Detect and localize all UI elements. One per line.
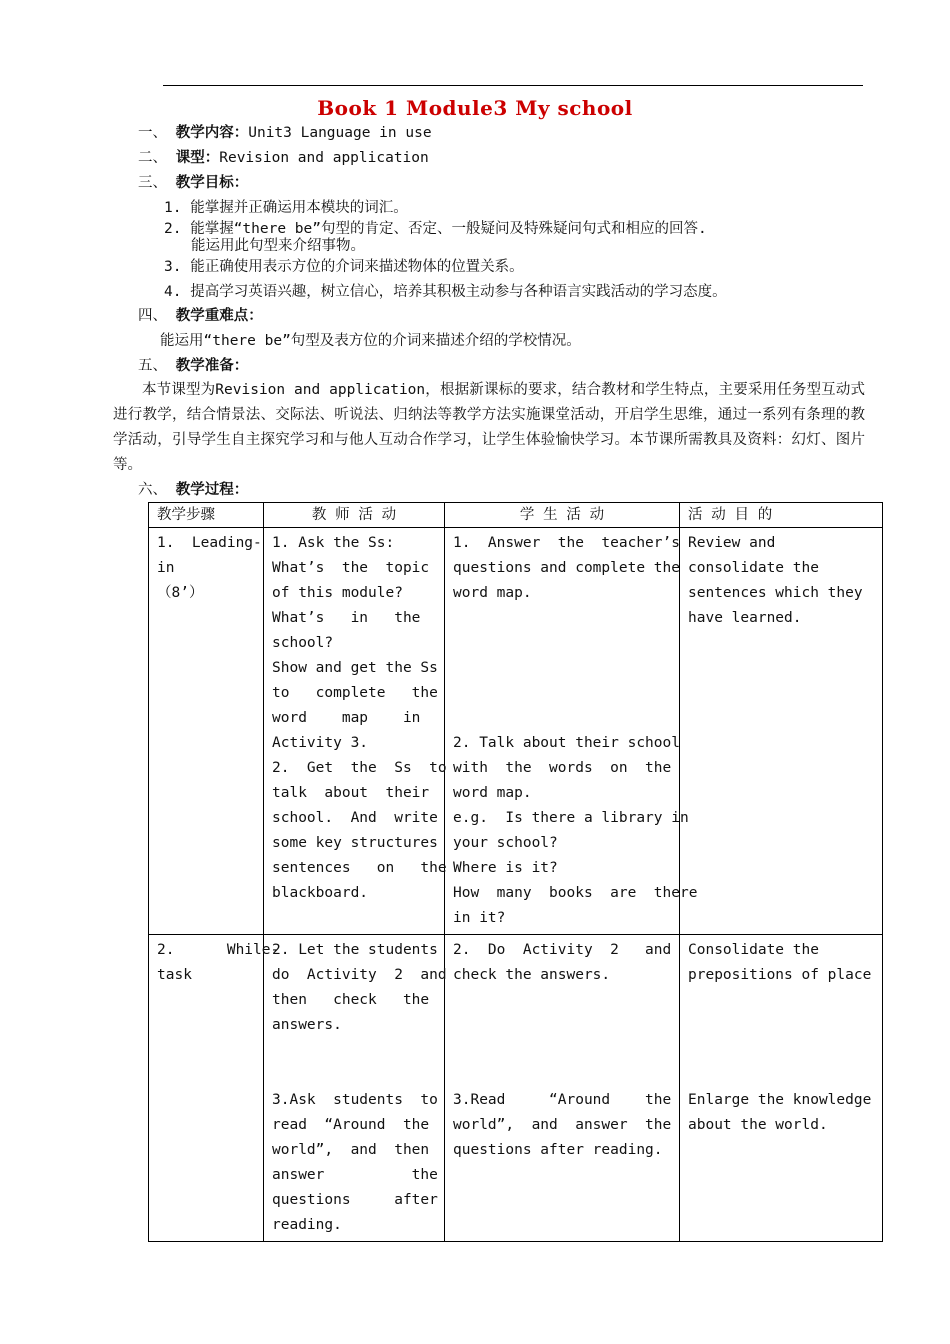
cell-line — [453, 631, 671, 656]
cell-line: 3.Ask students to — [272, 1092, 438, 1108]
cell-line — [453, 1038, 671, 1063]
cell-line — [453, 1063, 671, 1088]
header-student: 学 生 活 动 — [445, 503, 680, 528]
cell-line: 2. Get the Ss to — [272, 760, 447, 776]
cell-line: 3.Read “Around the — [453, 1092, 672, 1108]
cell-line: How many books are there — [453, 885, 698, 901]
cell-line — [453, 656, 671, 681]
section-4-label: 教学重难点： — [175, 308, 263, 324]
cell-line: 1. Ask the Ss: — [272, 535, 395, 551]
section-3-label: 教学目标： — [175, 175, 249, 191]
cell-line: your school? — [453, 835, 558, 851]
cell-line: with the words on the — [453, 760, 672, 776]
cell-line: some key structures — [272, 835, 438, 851]
cell-line: word map in — [272, 710, 421, 726]
section-1-label: 教学内容： — [175, 125, 249, 141]
cell-line: questions after — [272, 1192, 438, 1208]
section-6: 六、 教学过程： — [138, 482, 249, 498]
section-2-label: 课型： — [175, 150, 220, 166]
cell-line: 2. Let the students — [272, 942, 438, 958]
cell-line: word map. — [453, 585, 532, 601]
cell-line: What’s in the — [272, 610, 421, 626]
cell-line: Consolidate the — [688, 942, 819, 958]
section-4: 四、 教学重难点： — [138, 308, 263, 324]
section-2: 二、 课型：Revision and application — [138, 150, 429, 166]
cell-line: questions and complete the — [453, 560, 680, 576]
objective-item: 3. 能正确使用表示方位的介词来描述物体的位置关系。 — [164, 259, 524, 275]
cell-step — [149, 935, 280, 1242]
cell-line: 1. Answer the teacher’s — [453, 535, 680, 551]
cell-line — [453, 606, 671, 631]
cell-line: Activity 3. — [272, 735, 369, 751]
cell-line: 2. Talk about their school — [453, 735, 680, 751]
cell-line: to complete the — [272, 685, 438, 701]
header-step: 教学步骤 — [149, 503, 264, 528]
cell-line: sentences which they — [688, 585, 863, 601]
cell-line: （8’） — [157, 585, 204, 601]
cell-line: school. And write — [272, 810, 438, 826]
section-5-label: 教学准备： — [175, 358, 249, 374]
cell-line: prepositions of place — [688, 967, 872, 983]
section-3: 三、 教学目标： — [138, 175, 249, 191]
cell-teacher — [264, 528, 445, 935]
section-5-paragraph: 本节课型为Revision and application，根据新课标的要求，结合教材和学生特点，主要采用任务型互动式进行教学，结合情景法、交际法、听说法、归纳法等教学方法实施课堂活动，开启学生思维，通过一系列有条理的教学活动，引导学生自主探究学习和与他人互动合作学习，让学生体验愉快学习。本节课所需教具及资料：幻灯、图片等。 — [113, 382, 865, 473]
header-purpose: 活 动 目 的 — [680, 503, 883, 528]
section-4-text: 能运用“there be”句型及表方位的介词来描述介绍的学校情况。 — [160, 333, 581, 349]
header-rule — [163, 85, 863, 86]
section-1-text: Unit3 Language in use — [248, 125, 432, 141]
cell-line: of this module? — [272, 585, 403, 601]
process-table — [148, 502, 883, 1242]
cell-line: 2. While- — [157, 942, 280, 958]
cell-line: questions after reading. — [453, 1142, 663, 1158]
cell-line: Enlarge the knowledge — [688, 1092, 872, 1108]
cell-line — [688, 1038, 874, 1063]
cell-line: task — [157, 967, 192, 983]
cell-line: e.g. Is there a library in — [453, 810, 689, 826]
cell-line: blackboard. — [272, 885, 369, 901]
cell-line: talk about their — [272, 785, 430, 801]
cell-line: What’s the topic — [272, 560, 430, 576]
cell-line — [453, 706, 671, 731]
cell-line: Where is it? — [453, 860, 558, 876]
objective-item: 1. 能掌握并正确运用本模块的词汇。 — [164, 200, 408, 216]
cell-line: check the answers. — [453, 967, 611, 983]
cell-line: answer the — [272, 1167, 438, 1183]
cell-line — [453, 988, 671, 1013]
cell-line: school? — [272, 635, 334, 651]
cell-line: world”, and then — [272, 1142, 430, 1158]
cell-line — [453, 1013, 671, 1038]
section-2-text: Revision and application — [219, 150, 429, 166]
cell-line: read “Around the — [272, 1117, 430, 1133]
section-5: 五、 教学准备： — [138, 358, 249, 374]
header-teacher: 教 师 活 动 — [264, 503, 445, 528]
table-row — [149, 935, 883, 1242]
cell-student — [445, 528, 698, 935]
page-title: Book 1 Module3 My school — [317, 96, 633, 120]
section-6-label: 教学过程： — [175, 482, 249, 498]
cell-purpose — [680, 935, 883, 1242]
cell-line: word map. — [453, 785, 532, 801]
cell-line: reading. — [272, 1217, 342, 1233]
cell-line — [688, 1013, 874, 1038]
cell-line — [688, 1063, 874, 1088]
cell-line: Review and — [688, 535, 776, 551]
cell-line: do Activity 2 and — [272, 967, 447, 983]
cell-line: about the world. — [688, 1117, 828, 1133]
objective-item: 能运用此句型来介绍事物。 — [191, 238, 365, 254]
cell-line — [453, 681, 671, 706]
section-1: 一、 教学内容：Unit3 Language in use — [138, 125, 432, 141]
cell-line — [272, 1063, 436, 1088]
table-row — [149, 528, 883, 935]
cell-step — [149, 528, 264, 935]
cell-line — [688, 988, 874, 1013]
table-header-row — [149, 503, 883, 528]
cell-line: 1. Leading- — [157, 535, 262, 551]
cell-line: answers. — [272, 1017, 342, 1033]
objective-item: 4. 提高学习英语兴趣，树立信心，培养其积极主动参与各种语言实践活动的学习态度。 — [164, 284, 727, 300]
cell-line: world”, and answer the — [453, 1117, 672, 1133]
cell-purpose — [680, 528, 883, 935]
cell-line — [272, 1038, 436, 1063]
cell-student — [445, 935, 680, 1242]
cell-line: Show and get the Ss — [272, 660, 438, 676]
cell-line: then check the — [272, 992, 430, 1008]
cell-line: sentences on the — [272, 860, 447, 876]
cell-line: consolidate the — [688, 560, 819, 576]
cell-teacher — [264, 935, 445, 1242]
cell-line: in it? — [453, 910, 506, 926]
objective-item: 2. 能掌握“there be”句型的肯定、否定、一般疑问及特殊疑问句式和相应的回答. — [164, 221, 707, 237]
cell-line: 2. Do Activity 2 and — [453, 942, 672, 958]
cell-line: in — [157, 560, 175, 576]
cell-line: have learned. — [688, 610, 802, 626]
